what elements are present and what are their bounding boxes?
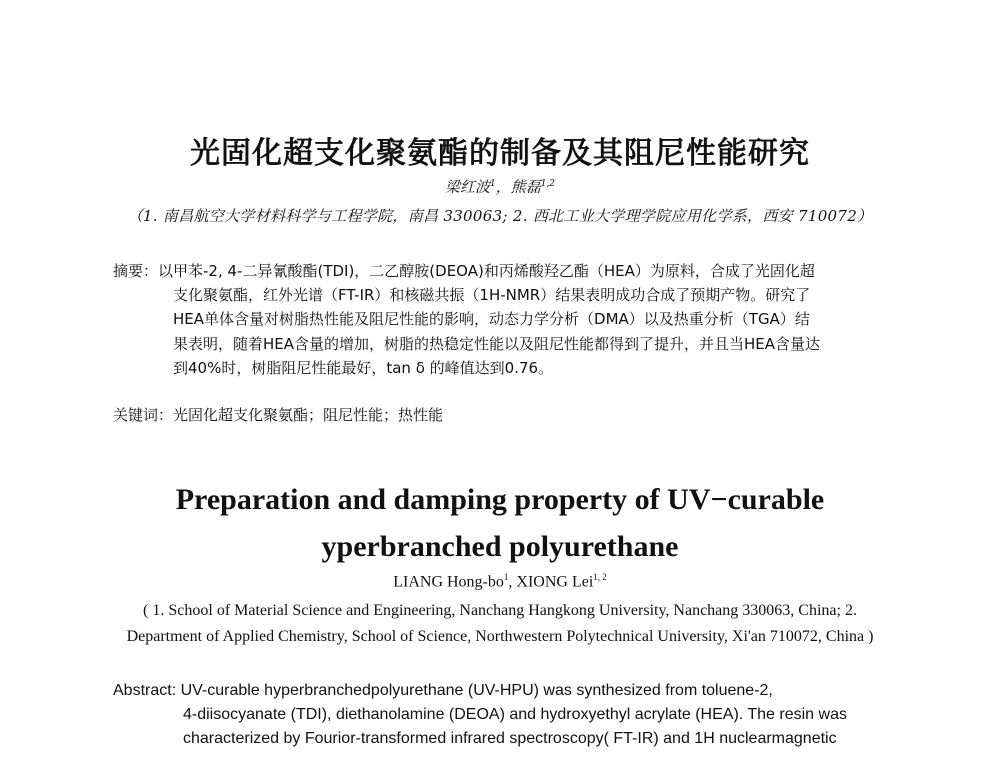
chinese-author-1: 梁红波: [444, 178, 490, 196]
english-authors: [0, 572, 1000, 591]
chinese-keywords-label: 关键词：: [113, 406, 174, 424]
english-affiliation-line: Department of Applied Chemistry, School of Science, Northwestern Polytechnical University, Xi'an 710072, China ): [126, 628, 874, 645]
chinese-author-2-affil: 1,2: [540, 179, 556, 189]
english-title-line: yperbranched polyurethane: [321, 530, 679, 563]
english-affiliation: [0, 598, 1000, 650]
english-abstract: [113, 679, 913, 751]
english-abstract-line: characterized by Fourior-transformed infrared spectroscopy( FT-IR) and 1H nuclearmagnetic: [183, 730, 837, 747]
english-author-2-affil: 1, 2: [593, 572, 607, 582]
chinese-abstract-text: 以甲苯-2, 4-二异氰酸酯(TDI)，二乙醇胺(DEOA)和丙烯酸羟乙酯（HEA）为原料，合成了光固化超: [158, 262, 815, 280]
english-title-line: Preparation and damping property of UV−curable: [175, 483, 825, 516]
chinese-abstract-line: HEA单体含量对树脂热性能及阻尼性能的影响，动态力学分析（DMA）以及热重分析（TGA）结: [173, 310, 810, 329]
chinese-keywords: [113, 404, 911, 425]
english-author-separator: ,: [508, 573, 517, 591]
english-author-1-affil: 1: [503, 572, 509, 582]
english-abstract-line: 4-diisocyanate (TDI), diethanolamine (DEOA) and hydroxyethyl acrylate (HEA). The resin was: [183, 706, 847, 723]
chinese-keywords-text: 光固化超支化聚氨酯；阻尼性能；热性能: [173, 406, 444, 424]
english-abstract-line: [113, 679, 913, 703]
chinese-abstract-line: 支化聚氨酯，红外光谱（FT-IR）和核磁共振（1H-NMR）结果表明成功合成了预期产物。研究了: [173, 286, 811, 305]
chinese-abstract-line: 果表明，随着HEA含量的增加，树脂的热稳定性能以及阻尼性能都得到了提升，并且当HEA含量达: [173, 334, 821, 353]
chinese-abstract-line: 到40%时，树脂阻尼性能最好，tan δ 的峰值达到0.76。: [173, 358, 554, 377]
english-author-2: XIONG Lei: [516, 573, 594, 591]
chinese-authors: [0, 176, 1000, 197]
chinese-abstract-label: 摘要：: [113, 262, 159, 280]
chinese-author-1-affil: 1: [489, 179, 496, 189]
chinese-author-2: 熊磊: [510, 178, 541, 196]
english-abstract-text: UV-curable hyperbranchedpolyurethane (UV-HPU) was synthesized from toluene-2,: [180, 682, 773, 699]
chinese-abstract-line: [113, 259, 911, 283]
english-title: [0, 476, 1000, 570]
english-author-1: LIANG Hong-bo: [393, 573, 504, 591]
chinese-affiliation: （1. 南昌航空大学材料科学与工程学院，南昌 330063; 2. 西北工业大学理学院应用化学系，西安 710072）: [127, 207, 873, 225]
english-affiliation-line: ( 1. School of Material Science and Engineering, Nanchang Hangkong University, Nanchang 330063, China; 2.: [143, 602, 857, 619]
english-abstract-label: Abstract:: [113, 682, 181, 699]
chinese-abstract: [113, 259, 911, 380]
chinese-author-separator: ，: [495, 178, 511, 196]
chinese-title: 光固化超支化聚氨酯的制备及其阻尼性能研究: [190, 136, 810, 171]
